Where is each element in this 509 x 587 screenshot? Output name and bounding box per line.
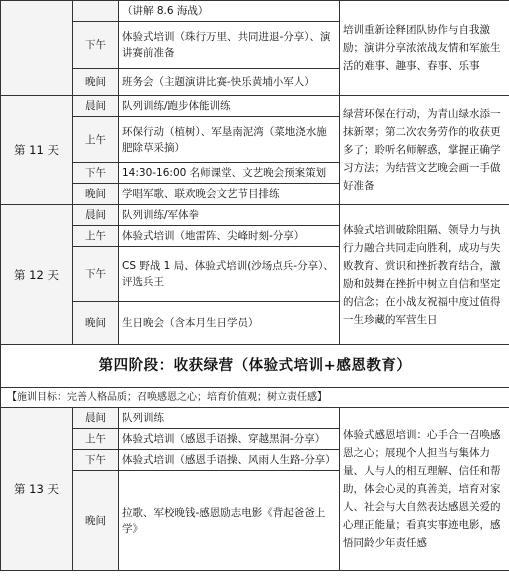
table-row xyxy=(1,388,509,408)
slot-cell: 下午 xyxy=(73,22,119,69)
slot-cell: 上午 xyxy=(73,429,119,450)
activity-cell: 14:30-16:00 名师课堂、文艺晚会预案策划 xyxy=(119,163,340,184)
slot-cell: 晨间 xyxy=(73,96,119,117)
activity-cell: 学唱军歌、联欢晚会文艺节目排练 xyxy=(119,184,340,205)
activity-cell: 体验式培训（珠行万里、共同进退-分享）、演讲赛前准备 xyxy=(119,22,340,69)
slot-cell: 晚间 xyxy=(73,184,119,205)
goal-cell: 培训重新诠释团队协作与自我激励；演讲分享浓浓战友情和军旅生活的难事、趣事、春事、乐事 xyxy=(340,1,509,96)
table-row xyxy=(1,205,509,226)
stage-target: 【施训目标：完善人格品质；召唤感恩之心；培育价值观；树立责任感】 xyxy=(1,388,509,408)
activity-cell: 队列训练/跑步体能训练 xyxy=(119,96,340,117)
day-cell xyxy=(1,1,73,96)
table-row xyxy=(1,1,509,22)
slot-cell: 下午 xyxy=(73,450,119,471)
activity-cell: CS 野战 1 局、体验式培训(沙场点兵-分享）、评选兵王 xyxy=(119,247,340,302)
activity-cell: 拉歌、军校晚钱-感恩励志电影《背起爸爸上学》 xyxy=(119,471,340,571)
day-label: 第 11 天 xyxy=(1,96,73,205)
slot-cell: 下午 xyxy=(73,247,119,302)
day-label: 第 13 天 xyxy=(1,408,73,571)
activity-cell: 队列训练/军体拳 xyxy=(119,205,340,226)
slot-cell: 晚间 xyxy=(73,471,119,571)
activity-cell: 生日晚会（含本月生日学员） xyxy=(119,302,340,345)
table-row xyxy=(1,408,509,429)
activity-cell: 环保行动（植树）、军垦南泥湾（菜地浇水施肥除草采摘） xyxy=(119,117,340,163)
slot-cell: 晨间 xyxy=(73,205,119,226)
stage-title: 第四阶段：收获绿营（体验式培训+感恩教育） xyxy=(1,345,509,388)
table-row xyxy=(1,345,509,388)
activity-cell: 体验式培训（感恩手语操、穿越黑洞-分享） xyxy=(119,429,340,450)
slot-cell: 晚间 xyxy=(73,69,119,96)
goal-cell: 绿营环保在行动，为青山绿水添一抹新翠；第二次农务劳作的收获更多了；聆听名师解惑，掌握正确学习方法；为结营文艺晚会画一手做好准备 xyxy=(340,96,509,205)
table-row xyxy=(1,96,509,117)
activity-cell: 队列训练 xyxy=(119,408,340,429)
slot-cell: 下午 xyxy=(73,163,119,184)
slot-cell: 上午 xyxy=(73,226,119,247)
slot-cell: 晚间 xyxy=(73,302,119,345)
goal-cell: 体验式感恩培训：心手合一召唤感恩之心；展现个人担当与集体力量、人与人的相互理解、信任和帮助，体会心灵的真善美，培育对家人、社会与大自然表达感恩关爱的心理正能量；看真实事迹电影，感悟同龄少年责任感 xyxy=(340,408,509,571)
slot-cell: 上午 xyxy=(73,117,119,163)
goal-cell: 体验式培训破除阻隔、领导力与执行力融合共同走向胜利，成功与失败教育、赏识和挫折教育结合，激励和鼓舞在挫折中树立自信和坚定的信念；在小战友祝福中度过值得一生珍藏的军营生日 xyxy=(340,205,509,345)
day-label: 第 12 天 xyxy=(1,205,73,345)
slot-cell: 晨间 xyxy=(73,408,119,429)
activity-cell: 班务会（主题演讲比赛-快乐黄埔小军人） xyxy=(119,69,340,96)
activity-cell: （讲解 8.6 海战） xyxy=(119,1,340,22)
activity-cell: 体验式培训（感恩手语操、风雨人生路-分享） xyxy=(119,450,340,471)
activity-cell: 体验式培训（地雷阵、尖峰时刻-分享） xyxy=(119,226,340,247)
slot-cell xyxy=(73,1,119,22)
